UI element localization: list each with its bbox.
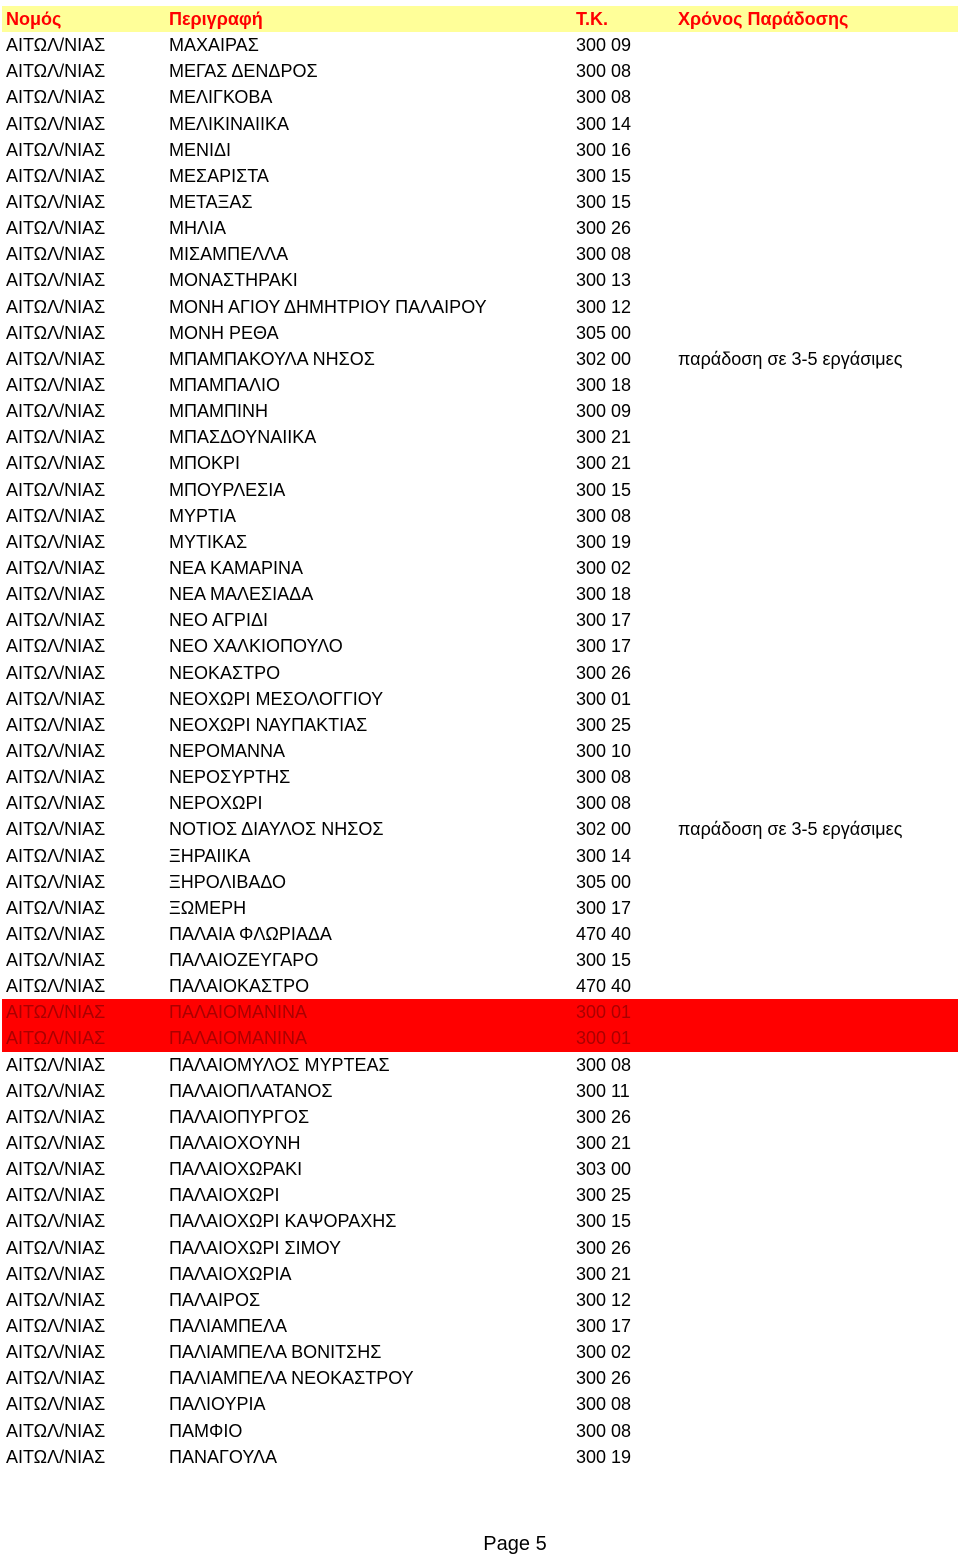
cell-tk: 305 00 — [576, 322, 632, 343]
cell-tk: 300 26 — [576, 1368, 632, 1389]
table-row — [2, 267, 958, 293]
cell-tk: 300 17 — [576, 610, 632, 631]
cell-description: ΜΠΑΜΠΑΛΙΟ — [169, 374, 281, 395]
cell-description: ΞΩΜΕΡΗ — [169, 897, 247, 918]
cell-nomos: ΑΙΤΩΛ/ΝΙΑΣ — [6, 35, 106, 56]
cell-tk: 300 08 — [576, 793, 632, 814]
cell-nomos: ΑΙΤΩΛ/ΝΙΑΣ — [6, 923, 106, 944]
cell-tk: 300 15 — [576, 165, 632, 186]
cell-tk: 300 15 — [576, 950, 632, 971]
header-delivery-time: Χρόνος Παράδοσης — [678, 9, 849, 29]
table-row — [2, 1287, 958, 1313]
cell-nomos: ΑΙΤΩΛ/ΝΙΑΣ — [6, 845, 106, 866]
table-row — [2, 58, 958, 84]
cell-description: ΝΕΡΟΜΑΝΝΑ — [169, 740, 286, 761]
cell-tk: 300 08 — [576, 767, 632, 788]
cell-description: ΠΑΝΑΓΟΥΛΑ — [169, 1446, 278, 1467]
table-row — [2, 686, 958, 712]
table-row — [2, 843, 958, 869]
cell-tk: 470 40 — [576, 976, 632, 997]
cell-description: ΠΑΛΑΙΟΧΩΡΙΑ — [169, 1263, 292, 1284]
table-row — [2, 607, 958, 633]
cell-tk: 300 26 — [576, 662, 632, 683]
table-row — [2, 111, 958, 137]
table-row — [2, 372, 958, 398]
cell-description: ΜΕΝΙΔΙ — [169, 139, 232, 160]
table-row — [2, 84, 958, 110]
table-row — [2, 1418, 958, 1444]
cell-description: ΜΠΑΣΔΟΥΝΑΙΙΚΑ — [169, 427, 317, 448]
cell-description: ΠΑΛΑΙΟΜΥΛΟΣ ΜΥΡΤΕΑΣ — [169, 1054, 390, 1075]
cell-nomos: ΑΙΤΩΛ/ΝΙΑΣ — [6, 1185, 106, 1206]
postal-code-table — [2, 6, 958, 1470]
cell-nomos: ΑΙΤΩΛ/ΝΙΑΣ — [6, 1289, 106, 1310]
table-row — [2, 1104, 958, 1130]
cell-nomos: ΑΙΤΩΛ/ΝΙΑΣ — [6, 427, 106, 448]
cell-description: ΝΕΟ ΑΓΡΙΔΙ — [169, 610, 268, 631]
cell-nomos: ΑΙΤΩΛ/ΝΙΑΣ — [6, 740, 106, 761]
cell-nomos: ΑΙΤΩΛ/ΝΙΑΣ — [6, 1002, 106, 1023]
table-row — [2, 921, 958, 947]
cell-description: ΠΑΛΑΙΟΚΑΣΤΡΟ — [169, 976, 310, 997]
table-row — [2, 1339, 958, 1365]
cell-tk: 300 25 — [576, 1185, 632, 1206]
cell-tk: 300 09 — [576, 401, 632, 422]
table-row — [2, 424, 958, 450]
cell-description: ΠΑΛΙΑΜΠΕΛΑ — [169, 1316, 288, 1337]
cell-tk: 300 09 — [576, 35, 632, 56]
table-row — [2, 1156, 958, 1182]
cell-tk: 300 18 — [576, 374, 632, 395]
table-row — [2, 346, 958, 372]
cell-nomos: ΑΙΤΩΛ/ΝΙΑΣ — [6, 531, 106, 552]
cell-tk: 300 11 — [576, 1080, 630, 1101]
cell-description: ΜΕΣΑΡΙΣΤΑ — [169, 165, 269, 186]
table-row — [2, 790, 958, 816]
cell-description: ΠΑΛΙΑΜΠΕΛΑ ΒΟΝΙΤΣΗΣ — [169, 1342, 382, 1363]
cell-tk: 300 14 — [576, 113, 632, 134]
cell-nomos: ΑΙΤΩΛ/ΝΙΑΣ — [6, 505, 106, 526]
cell-tk: 300 12 — [576, 1289, 632, 1310]
cell-description: ΜΟΝΗ ΑΓΙΟΥ ΔΗΜΗΤΡΙΟΥ ΠΑΛΑΙΡΟΥ — [169, 296, 487, 317]
table-row — [2, 1261, 958, 1287]
cell-tk: 300 21 — [576, 453, 632, 474]
table-row — [2, 555, 958, 581]
cell-nomos: ΑΙΤΩΛ/ΝΙΑΣ — [6, 1420, 106, 1441]
table-row — [2, 895, 958, 921]
cell-tk: 300 15 — [576, 191, 632, 212]
cell-nomos: ΑΙΤΩΛ/ΝΙΑΣ — [6, 976, 106, 997]
table-row-highlighted — [2, 1025, 958, 1051]
table-row-highlighted — [2, 999, 958, 1025]
table-row — [2, 1182, 958, 1208]
table-row — [2, 660, 958, 686]
cell-tk: 300 26 — [576, 1106, 632, 1127]
table-row — [2, 764, 958, 790]
cell-nomos: ΑΙΤΩΛ/ΝΙΑΣ — [6, 610, 106, 631]
cell-tk: 300 10 — [576, 740, 632, 761]
cell-tk: 300 08 — [576, 61, 632, 82]
cell-tk: 300 01 — [576, 1028, 632, 1049]
cell-nomos: ΑΙΤΩΛ/ΝΙΑΣ — [6, 61, 106, 82]
cell-description: ΠΑΛΑΙΟΧΩΡΙ ΚΑΨΟΡΑΧΗΣ — [169, 1211, 397, 1232]
cell-nomos: ΑΙΤΩΛ/ΝΙΑΣ — [6, 401, 106, 422]
cell-nomos: ΑΙΤΩΛ/ΝΙΑΣ — [6, 113, 106, 134]
cell-nomos: ΑΙΤΩΛ/ΝΙΑΣ — [6, 218, 106, 239]
cell-nomos: ΑΙΤΩΛ/ΝΙΑΣ — [6, 1080, 106, 1101]
cell-nomos: ΑΙΤΩΛ/ΝΙΑΣ — [6, 688, 106, 709]
cell-description: ΜΠΟΚΡΙ — [169, 453, 241, 474]
table-row — [2, 1208, 958, 1234]
table-row — [2, 241, 958, 267]
cell-description: ΝΕΟΚΑΣΤΡΟ — [169, 662, 281, 683]
cell-description: ΜΟΝΑΣΤΗΡΑΚΙ — [169, 270, 298, 291]
cell-tk: 300 19 — [576, 1446, 632, 1467]
table-row — [2, 137, 958, 163]
table-row — [2, 189, 958, 215]
table-row — [2, 1235, 958, 1261]
cell-description: ΜΕΛΙΓΚΟΒΑ — [169, 87, 273, 108]
cell-description: ΜΠΑΜΠΙΝΗ — [169, 401, 268, 422]
cell-nomos: ΑΙΤΩΛ/ΝΙΑΣ — [6, 793, 106, 814]
cell-description: ΠΑΜΦΙΟ — [169, 1420, 243, 1441]
table-row — [2, 1391, 958, 1417]
cell-nomos: ΑΙΤΩΛ/ΝΙΑΣ — [6, 584, 106, 605]
cell-description: ΜΕΤΑΞΑΣ — [169, 191, 253, 212]
cell-nomos: ΑΙΤΩΛ/ΝΙΑΣ — [6, 1159, 106, 1180]
cell-description: ΝΕΑ ΚΑΜΑΡΙΝΑ — [169, 557, 304, 578]
cell-tk: 300 08 — [576, 505, 632, 526]
cell-description: ΝΟΤΙΟΣ ΔΙΑΥΛΟΣ ΝΗΣΟΣ — [169, 819, 384, 840]
table-row — [2, 398, 958, 424]
cell-description: ΝΕΟΧΩΡΙ ΝΑΥΠΑΚΤΙΑΣ — [169, 714, 368, 735]
table-row — [2, 477, 958, 503]
cell-nomos: ΑΙΤΩΛ/ΝΙΑΣ — [6, 897, 106, 918]
cell-nomos: ΑΙΤΩΛ/ΝΙΑΣ — [6, 1133, 106, 1154]
table-row — [2, 633, 958, 659]
table-row — [2, 32, 958, 58]
table-row — [2, 869, 958, 895]
cell-nomos: ΑΙΤΩΛ/ΝΙΑΣ — [6, 1368, 106, 1389]
cell-tk: 300 01 — [576, 1002, 632, 1023]
cell-description: ΠΑΛΑΙΑ ΦΛΩΡΙΑΔΑ — [169, 923, 332, 944]
cell-tk: 302 00 — [576, 348, 632, 369]
cell-nomos: ΑΙΤΩΛ/ΝΙΑΣ — [6, 1211, 106, 1232]
cell-description: ΠΑΛΑΙΟΠΥΡΓΟΣ — [169, 1106, 310, 1127]
cell-tk: 300 01 — [576, 688, 632, 709]
cell-description: ΝΕΟΧΩΡΙ ΜΕΣΟΛΟΓΓΙΟΥ — [169, 688, 384, 709]
cell-nomos: ΑΙΤΩΛ/ΝΙΑΣ — [6, 1263, 106, 1284]
cell-description: ΠΑΛΙΑΜΠΕΛΑ ΝΕΟΚΑΣΤΡΟΥ — [169, 1368, 414, 1389]
cell-description: ΜΥΤΙΚΑΣ — [169, 531, 248, 552]
cell-tk: 300 14 — [576, 845, 632, 866]
cell-nomos: ΑΙΤΩΛ/ΝΙΑΣ — [6, 950, 106, 971]
cell-description: ΜΗΛΙΑ — [169, 218, 227, 239]
cell-tk: 300 08 — [576, 87, 632, 108]
cell-description: ΠΑΛΑΙΟΧΩΡΙ — [169, 1185, 280, 1206]
cell-nomos: ΑΙΤΩΛ/ΝΙΑΣ — [6, 322, 106, 343]
cell-description: ΠΑΛΑΙΟΜΑΝΙΝΑ — [169, 1028, 308, 1049]
table-row — [2, 581, 958, 607]
cell-nomos: ΑΙΤΩΛ/ΝΙΑΣ — [6, 453, 106, 474]
cell-description: ΠΑΛΑΙΡΟΣ — [169, 1289, 261, 1310]
cell-description: ΜΠΟΥΡΛΕΣΙΑ — [169, 479, 286, 500]
cell-tk: 300 21 — [576, 427, 632, 448]
page-number: Page 5 — [483, 1533, 547, 1555]
cell-description: ΝΕΟ ΧΑΛΚΙΟΠΟΥΛΟ — [169, 636, 343, 657]
cell-description: ΝΕΡΟΣΥΡΤΗΣ — [169, 767, 291, 788]
cell-description: ΝΕΡΟΧΩΡΙ — [169, 793, 263, 814]
header-tk: Τ.Κ. — [576, 9, 609, 29]
table-row — [2, 294, 958, 320]
table-row — [2, 1365, 958, 1391]
cell-tk: 300 08 — [576, 244, 632, 265]
table-body — [2, 32, 958, 1470]
cell-tk: 300 08 — [576, 1394, 632, 1415]
table-row — [2, 973, 958, 999]
cell-nomos: ΑΙΤΩΛ/ΝΙΑΣ — [6, 1237, 106, 1258]
cell-description: ΠΑΛΑΙΟΠΛΑΤΑΝΟΣ — [169, 1080, 333, 1101]
cell-tk: 300 21 — [576, 1133, 632, 1154]
cell-tk: 303 00 — [576, 1159, 632, 1180]
cell-nomos: ΑΙΤΩΛ/ΝΙΑΣ — [6, 1054, 106, 1075]
cell-nomos: ΑΙΤΩΛ/ΝΙΑΣ — [6, 191, 106, 212]
cell-tk: 300 18 — [576, 584, 632, 605]
cell-nomos: ΑΙΤΩΛ/ΝΙΑΣ — [6, 87, 106, 108]
table-row — [2, 163, 958, 189]
table-row — [2, 816, 958, 842]
cell-tk: 300 17 — [576, 1316, 632, 1337]
cell-nomos: ΑΙΤΩΛ/ΝΙΑΣ — [6, 1316, 106, 1337]
cell-nomos: ΑΙΤΩΛ/ΝΙΑΣ — [6, 296, 106, 317]
cell-description: ΠΑΛΑΙΟΜΑΝΙΝΑ — [169, 1002, 308, 1023]
cell-description: ΠΑΛΑΙΟΧΟΥΝΗ — [169, 1133, 301, 1154]
cell-tk: 300 13 — [576, 270, 632, 291]
cell-description: ΠΑΛΑΙΟΧΩΡΙ ΣΙΜΟΥ — [169, 1237, 342, 1258]
cell-description: ΜΑΧΑΙΡΑΣ — [169, 35, 259, 56]
table-row — [2, 712, 958, 738]
cell-tk: 300 15 — [576, 479, 632, 500]
cell-description: ΜΕΓΑΣ ΔΕΝΔΡΟΣ — [169, 61, 318, 82]
table-header-row — [2, 6, 958, 32]
table-row — [2, 1052, 958, 1078]
cell-nomos: ΑΙΤΩΛ/ΝΙΑΣ — [6, 1446, 106, 1467]
table-row — [2, 1313, 958, 1339]
table-row — [2, 215, 958, 241]
cell-nomos: ΑΙΤΩΛ/ΝΙΑΣ — [6, 479, 106, 500]
table-row — [2, 1130, 958, 1156]
table-row — [2, 1078, 958, 1104]
cell-nomos: ΑΙΤΩΛ/ΝΙΑΣ — [6, 1394, 106, 1415]
cell-description: ΜΙΣΑΜΠΕΛΛΑ — [169, 244, 289, 265]
cell-nomos: ΑΙΤΩΛ/ΝΙΑΣ — [6, 139, 106, 160]
cell-nomos: ΑΙΤΩΛ/ΝΙΑΣ — [6, 714, 106, 735]
cell-description: ΜΥΡΤΙΑ — [169, 505, 237, 526]
table-row — [2, 529, 958, 555]
cell-description: ΠΑΛΑΙΟΧΩΡΑΚΙ — [169, 1159, 303, 1180]
cell-tk: 300 26 — [576, 1237, 632, 1258]
header-description: Περιγραφή — [169, 9, 263, 29]
cell-nomos: ΑΙΤΩΛ/ΝΙΑΣ — [6, 270, 106, 291]
cell-tk: 300 19 — [576, 531, 632, 552]
cell-delivery-time: παράδοση σε 3-5 εργάσιμες — [678, 819, 903, 840]
cell-tk: 300 17 — [576, 897, 632, 918]
cell-tk: 300 02 — [576, 1342, 632, 1363]
cell-tk: 300 08 — [576, 1420, 632, 1441]
cell-description: ΠΑΛΑΙΟΖΕΥΓΑΡΟ — [169, 950, 319, 971]
cell-tk: 300 15 — [576, 1211, 632, 1232]
cell-tk: 300 17 — [576, 636, 632, 657]
cell-tk: 302 00 — [576, 819, 632, 840]
cell-nomos: ΑΙΤΩΛ/ΝΙΑΣ — [6, 374, 106, 395]
cell-nomos: ΑΙΤΩΛ/ΝΙΑΣ — [6, 1342, 106, 1363]
cell-tk: 300 16 — [576, 139, 632, 160]
cell-nomos: ΑΙΤΩΛ/ΝΙΑΣ — [6, 1106, 106, 1127]
table-row — [2, 947, 958, 973]
table-row — [2, 450, 958, 476]
cell-description: ΞΗΡΟΛΙΒΑΔΟ — [169, 871, 287, 892]
cell-description: ΜΠΑΜΠΑΚΟΥΛΑ ΝΗΣΟΣ — [169, 348, 375, 369]
cell-nomos: ΑΙΤΩΛ/ΝΙΑΣ — [6, 636, 106, 657]
table-row — [2, 738, 958, 764]
cell-nomos: ΑΙΤΩΛ/ΝΙΑΣ — [6, 871, 106, 892]
cell-tk: 300 12 — [576, 296, 632, 317]
cell-nomos: ΑΙΤΩΛ/ΝΙΑΣ — [6, 662, 106, 683]
cell-nomos: ΑΙΤΩΛ/ΝΙΑΣ — [6, 819, 106, 840]
cell-description: ΠΑΛΙΟΥΡΙΑ — [169, 1394, 266, 1415]
cell-tk: 300 26 — [576, 218, 632, 239]
cell-nomos: ΑΙΤΩΛ/ΝΙΑΣ — [6, 165, 106, 186]
cell-nomos: ΑΙΤΩΛ/ΝΙΑΣ — [6, 1028, 106, 1049]
cell-delivery-time: παράδοση σε 3-5 εργάσιμες — [678, 348, 903, 369]
cell-nomos: ΑΙΤΩΛ/ΝΙΑΣ — [6, 557, 106, 578]
cell-description: ΞΗΡΑΙΙΚΑ — [169, 845, 251, 866]
cell-tk: 305 00 — [576, 871, 632, 892]
header-nomos: Νομός — [6, 9, 62, 29]
cell-nomos: ΑΙΤΩΛ/ΝΙΑΣ — [6, 767, 106, 788]
table-row — [2, 320, 958, 346]
cell-description: ΜΟΝΗ ΡΕΘΑ — [169, 322, 279, 343]
cell-nomos: ΑΙΤΩΛ/ΝΙΑΣ — [6, 348, 106, 369]
cell-description: ΜΕΛΙΚΙΝΑΙΙΚΑ — [169, 113, 290, 134]
table-row — [2, 503, 958, 529]
cell-tk: 300 21 — [576, 1263, 632, 1284]
table-row — [2, 1444, 958, 1470]
cell-tk: 470 40 — [576, 923, 632, 944]
cell-tk: 300 25 — [576, 714, 632, 735]
cell-tk: 300 02 — [576, 557, 632, 578]
cell-nomos: ΑΙΤΩΛ/ΝΙΑΣ — [6, 244, 106, 265]
cell-description: ΝΕΑ ΜΑΛΕΣΙΑΔΑ — [169, 584, 314, 605]
cell-tk: 300 08 — [576, 1054, 632, 1075]
